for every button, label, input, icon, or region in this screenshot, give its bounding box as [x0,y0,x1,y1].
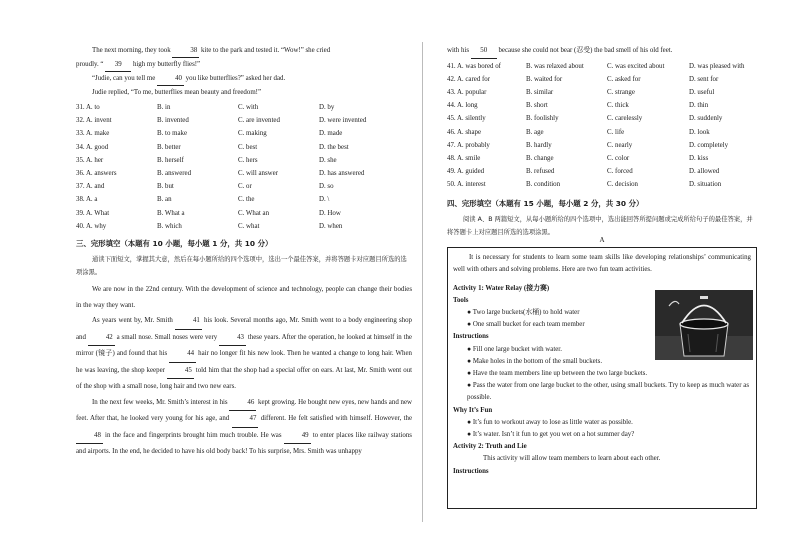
option-text: C. are invented [238,117,280,125]
option-text: B. refused [526,168,555,176]
tools-label: Tools [453,296,469,304]
cloze-passage [76,282,412,460]
why-label: Why It’s Fun [453,406,493,414]
option-text: 36. A. answers [76,170,117,178]
option-text: D. were invented [319,117,367,125]
option-text: B. condition [526,181,561,189]
option-text: 42. A. cared for [447,75,491,83]
option-text: 50. A. interest [447,181,486,189]
option-text: C. with [238,104,259,111]
option-row [76,101,412,114]
reading-a-box [447,235,757,509]
option-text: C. color [607,154,630,162]
option-text: C. thick [607,102,629,110]
option-text: B. hardly [526,141,552,149]
answer-blank: 45 [167,363,194,380]
answer-blank: 48 [76,428,103,445]
option-text: D. suddenly [689,115,723,123]
option-text: D. look [689,128,710,136]
option-row [447,139,757,152]
section-3-instruction: 通读下面短文，掌握其大意，然后在每小题所给的四个选项中，选出一个最佳答案，并将答题卡对应题目所选的选项涂黑。 [76,256,407,277]
answer-blank: 46 [229,395,256,412]
option-text: D. situation [689,181,722,189]
option-text: C. asked for [607,75,641,83]
option-text: D. so [319,183,334,191]
option-row [447,112,757,125]
answer-blank: 40 [157,72,184,86]
answer-blank: 42 [88,330,115,347]
option-text: D. kiss [689,154,709,162]
option-text: B. similar [526,88,554,96]
option-text: D. completely [689,141,729,149]
option-text: 38. A. a [76,196,98,204]
option-text: B. change [526,154,554,162]
option-text: B. age [526,128,544,136]
option-text: C. making [238,130,267,138]
option-text: 44. A. long [447,102,478,110]
tool-item: ● One small bucket for each team member [467,321,585,329]
option-text: 41. A. was bored of [447,62,501,70]
option-text: 49. A. guided [447,168,485,176]
option-row [76,220,412,233]
story-line: proudly. “ 39 high my butterfly flies!” [76,58,412,72]
option-row [447,73,757,86]
option-text: C. the [238,196,255,204]
story-line: “Judie, can you tell me 40 you like butterflies?” asked her dad. [76,72,412,86]
option-row [447,86,757,99]
option-text: C. will answer [238,170,278,178]
option-text: D. the best [319,143,349,151]
why-item: ● It’s water. Isn’t it fun to get you wet on a hot summer day? [467,430,635,438]
option-text: D. How [319,209,341,217]
option-text: 34. A. good [76,143,109,151]
option-text: D. useful [689,88,715,96]
options-31-40 [76,101,412,233]
left-column [76,44,412,460]
option-text: D. she [319,156,337,164]
activity-2-title: Activity 2: Truth and Lie [453,443,527,451]
option-row [447,126,757,139]
answer-blank: 38 [172,44,199,58]
option-text: B. better [157,143,181,151]
instructions-label: Instructions [453,333,489,341]
option-text: D. made [319,130,343,138]
story-ending [76,44,412,99]
story-line: The next morning, they took 38 kite to the park and tested it. “Wow!” she cried [76,44,412,58]
option-text: D. sent for [689,75,719,83]
option-text: C. forced [607,168,633,176]
option-text: D. by [319,104,335,111]
option-text: C. or [238,183,252,191]
bucket-photo [655,290,753,360]
options-41-50 [447,60,757,192]
option-text: B. an [157,196,172,204]
instruction-item: ● Pass the water from one large bucket to the other, using small buckets. Try to keep as much water as possible. [467,382,750,402]
instruction-item: ● Make holes in the bottom of the small buckets. [467,357,603,365]
option-text: 48. A. smile [447,154,481,162]
option-text: D. has answered [319,170,365,178]
option-text: C. hers [238,156,258,164]
answer-blank: 43 [219,330,246,347]
option-row [76,180,412,193]
option-row [447,152,757,165]
option-text: B. short [526,102,548,110]
option-row [76,167,412,180]
option-text: B. to make [157,130,188,138]
option-text: B. herself [157,156,184,164]
option-text: D. \ [319,196,330,204]
option-text: C. strange [607,88,635,96]
passage-paragraph: In the next few weeks, Mr. Smith’s interest in his 46 kept growing. He bought new eyes, new hands and new feet. After that, he looked very young for his age, and 47 different. He felt satisfied with himself. However, the 48 in the face and fingerprints brought him much trouble. He was 49 to enter places like railway stations and airports. In the end, he decided to have his old body back! To his surprise, Mrs. Smith was unhappy [76,395,412,460]
option-row [76,127,412,140]
option-text: B. foolishly [526,115,559,123]
option-text: 40. A. why [76,222,107,230]
instruction-item: ● Fill one large bucket with water. [467,345,562,353]
option-text: B. which [157,222,182,230]
answer-blank: 39 [105,58,131,72]
option-text: B. answered [157,170,192,178]
answer-blank: 49 [284,428,311,445]
option-text: 31. A. to [76,104,100,111]
option-text: 37. A. and [76,183,105,191]
option-text: 47. A. probably [447,141,490,149]
option-text: D. when [319,222,343,230]
option-row [76,114,412,127]
section-4-instruction: 阅读 A、B 两篇短文，从每小题所给的四个选项中，选出能回答所提问题或完成所给句子的最佳答案，并将答题卡上对应题目所选的选项涂黑。 [447,215,753,236]
instructions-2-label: Instructions [453,467,489,475]
option-text: B. waited for [526,75,563,83]
option-text: 46. A. shape [447,128,482,136]
option-row [447,99,757,112]
passage-label: A [599,235,605,244]
option-text: 45. A. silently [447,115,486,123]
answer-blank: 47 [232,411,259,428]
column-divider [422,42,423,522]
option-row [447,60,757,73]
answer-blank: 44 [169,346,196,363]
option-text: 32. A. invent [76,117,112,125]
answer-blank: 50 [471,44,497,59]
option-text: C. was excited about [607,62,665,70]
option-row [76,207,412,220]
option-text: C. what [238,222,260,230]
passage-continuation: with his 50 because she could not bear (忍受) the bad smell of his old feet. [447,44,757,59]
option-row [76,193,412,206]
why-item: ● It’s fun to workout away to lose as little water as possible. [467,418,633,426]
answer-blank: 41 [175,313,202,330]
option-row [447,165,757,178]
tool-item: ● Two large buckets(水桶) to hold water [467,308,580,316]
section-3-title: 三、完形填空（本题有 10 小题，每小题 1 分，共 10 分） [76,239,273,249]
passage-paragraph: We are now in the 22nd century. With the development of science and technology, people can change their bodies in the way they want. [76,286,412,309]
option-text: C. best [238,143,258,151]
option-text: D. allowed [689,168,720,176]
why-list [453,417,751,441]
option-text: B. was relaxed about [526,62,584,70]
instruction-item: ● Have the team members line up between the two large buckets. [467,369,648,377]
option-text: D. thin [689,102,709,110]
option-text: D. was pleased with [689,62,745,70]
option-text: C. nearly [607,141,633,149]
option-text: 39. A. What [76,209,110,217]
passage-paragraph: As years went by, Mr. Smith 41 his look. Several months ago, Mr. Smith went to a body engineering shop and 42 a small nose. Small noses were very 43 these years. After the operation, he looked at himself in the mirror (镜子) and found that his 44 hair no longer fit his new look. Then he wanted a change to long hair. When he was leaving, the shop keeper 45 told him that the shop had a special offer on ears. At last, Mr. Smith went out of the shop with a small nose, long hair and two new ears. [76,313,412,395]
option-text: C. What an [238,209,270,217]
section-4-title: 四、完形填空（本题有 15 小题，每小题 2 分，共 30 分） [447,198,644,208]
option-row [447,178,757,191]
right-column [447,44,757,509]
option-text: B. invented [157,117,189,125]
option-row [76,141,412,154]
activity-1-title: Activity 1: Water Relay (接力赛) [453,284,550,292]
option-text: C. decision [607,181,639,189]
option-text: B. but [157,183,174,191]
option-text: B. in [157,104,171,111]
option-text: 43. A. popular [447,88,487,96]
option-text: C. carelessly [607,115,643,123]
option-text: B. What a [157,209,185,217]
story-line: Judie replied, “To me, butterflies mean beauty and freedom!” [92,89,262,96]
option-row [76,154,412,167]
activity-2-text: This activity will allow team members to learn about each other. [483,455,661,463]
option-text: C. life [607,128,625,136]
option-text: 33. A. make [76,130,110,138]
option-text: 35. A. her [76,156,104,164]
box-intro: It is necessary for students to learn some team skills like developing relationships’ communicating well with others and solving problems. Here are two fun team activities. [453,253,751,274]
